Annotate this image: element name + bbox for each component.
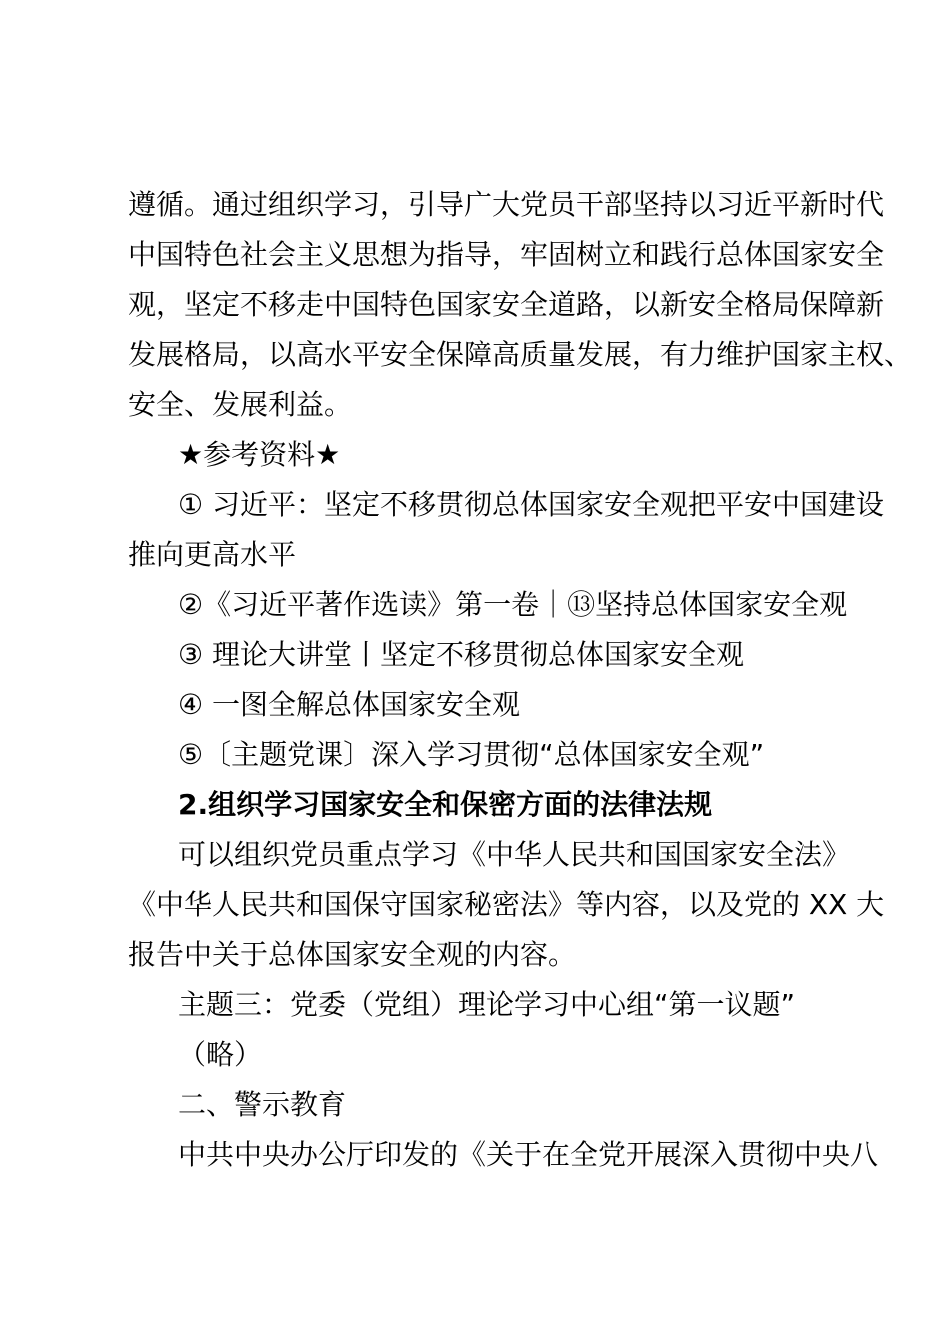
reference-item-1-line-2: 推向更高水平 xyxy=(128,538,297,571)
intro-line-4: 发展格局，以高水平安全保障高质量发展，有力维护国家主权、 xyxy=(128,338,913,371)
section-2-heading: 2.组织学习国家安全和保密方面的法律法规 xyxy=(178,788,713,821)
reference-item-5: ⑤〔主题党课〕深入学习贯彻“总体国家安全观” xyxy=(178,738,765,771)
intro-line-3: 观，坚定不移走中国特色国家安全道路，以新安全格局保障新 xyxy=(128,288,885,321)
reference-item-4: ④ 一图全解总体国家安全观 xyxy=(178,688,521,721)
reference-item-1-line-1: ① 习近平：坚定不移贯彻总体国家安全观把平安中国建设 xyxy=(178,488,885,521)
section-2-line-3: 报告中关于总体国家安全观的内容。 xyxy=(128,938,577,971)
warning-education-heading: 二、警示教育 xyxy=(178,1088,347,1121)
topic-3-line-2: （略） xyxy=(178,1038,263,1071)
reference-item-2: ②《习近平著作选读》第一卷｜⑬坚持总体国家安全观 xyxy=(178,588,848,621)
warning-education-line-1: 中共中央办公厅印发的《关于在全党开展深入贯彻中央八 xyxy=(178,1138,879,1171)
references-heading: ★参考资料★ xyxy=(178,438,341,471)
intro-line-1: 遵循。通过组织学习，引导广大党员干部坚持以习近平新时代 xyxy=(128,188,885,221)
section-2-line-2: 《中华人民共和国保守国家秘密法》等内容，以及党的 XX 大 xyxy=(128,888,885,921)
intro-line-2: 中国特色社会主义思想为指导，牢固树立和践行总体国家安全 xyxy=(128,238,885,271)
reference-item-3: ③ 理论大讲堂丨坚定不移贯彻总体国家安全观 xyxy=(178,638,745,671)
intro-line-5: 安全、发展利益。 xyxy=(128,388,353,421)
topic-3-line-1: 主题三：党委（党组）理论学习中心组“第一议题” xyxy=(178,988,796,1021)
section-2-line-1: 可以组织党员重点学习《中华人民共和国国家安全法》 xyxy=(178,838,851,871)
